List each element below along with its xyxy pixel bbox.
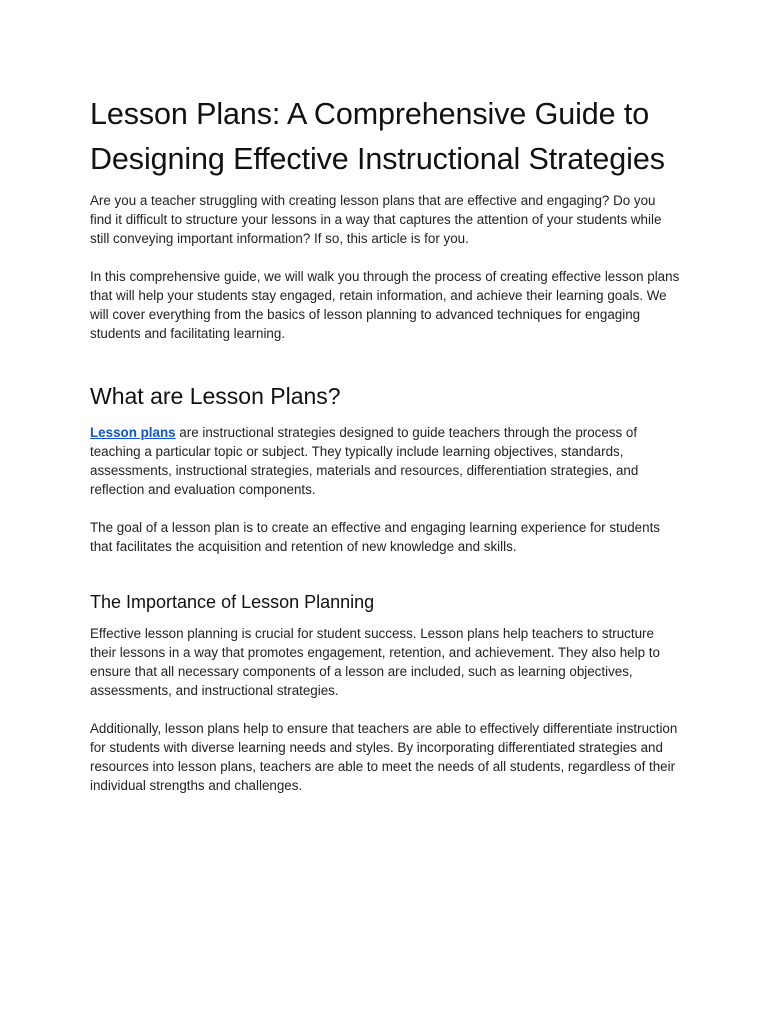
section-heading-importance: The Importance of Lesson Planning [90, 592, 375, 612]
intro-paragraph-1: Are you a teacher struggling with creating lesson plans that are effective and engaging? Do you find it difficult to structure your lessons in a way that captures the attention of your students while still conveying important information? If so, this article is for you. [90, 193, 662, 246]
what-paragraph-2: The goal of a lesson plan is to create an effective and engaging learning experience for students that facilitates the acquisition and retention of new knowledge and skills. [90, 520, 660, 554]
lesson-plans-link[interactable]: Lesson plans [90, 425, 176, 440]
importance-paragraph-1: Effective lesson planning is crucial for student success. Lesson plans help teachers to structure their lessons in a way that promotes engagement, retention, and achievement. They also help to ensure that all necessary components of a lesson are included, such as learning objectives, assessments, and instructional strategies. [90, 626, 660, 698]
document-page [90, 92, 680, 795]
intro-paragraph-2: In this comprehensive guide, we will walk you through the process of creating effective lesson plans that will help your students stay engaged, retain information, and achieve their learning goals. We will cover everything from the basics of lesson planning to advanced techniques for engaging students and facilitating learning. [90, 269, 680, 341]
paragraph-spacer [90, 700, 680, 719]
section-spacer [90, 556, 680, 590]
section-heading-what-are-lesson-plans: What are Lesson Plans? [90, 383, 341, 409]
importance-paragraph-2: Additionally, lesson plans help to ensure that teachers are able to effectively differentiate instruction for students with diverse learning needs and styles. By incorporating differentiated strategies and resources into lesson plans, teachers are able to meet the needs of all students, regardless of their individual strengths and challenges. [90, 721, 678, 793]
what-paragraph-1 [90, 423, 680, 499]
section-spacer [90, 343, 680, 381]
document-title: Lesson Plans: A Comprehensive Guide to Designing Effective Instructional Strategies [90, 97, 665, 176]
paragraph-spacer [90, 499, 680, 518]
what-paragraph-1-text: are instructional strategies designed to guide teachers through the process of teaching a particular topic or subject. They typically include learning objectives, standards, assessments, instructional strategies, materials and resources, differentiation strategies, and reflection and evaluation components. [90, 425, 639, 497]
paragraph-spacer [90, 248, 680, 267]
